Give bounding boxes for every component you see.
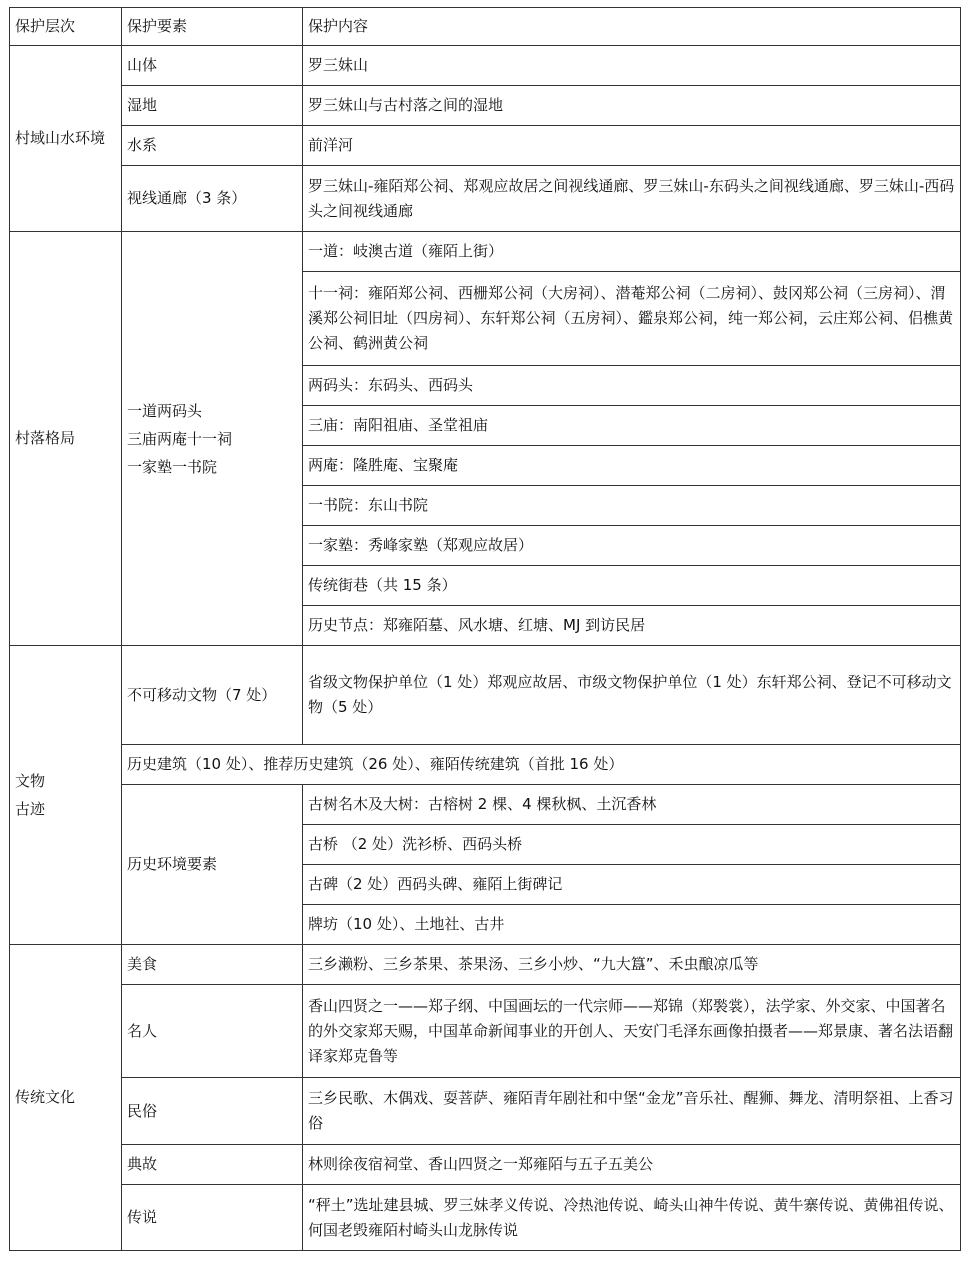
element-cell: 不可移动文物（7 处） <box>122 646 303 745</box>
content-cell: 两庵：隆胜庵、宝聚庵 <box>303 446 961 486</box>
level-culture: 传统文化 <box>10 945 122 1251</box>
table-row <box>10 1185 961 1251</box>
table-row <box>10 232 961 272</box>
element-line: 一家塾一书院 <box>127 457 218 476</box>
table-row <box>10 1078 961 1145</box>
content-cell: 三庙：南阳祖庙、圣堂祖庙 <box>303 406 961 446</box>
level-line: 文物 <box>15 772 46 790</box>
content-cell: 牌坊（10 处）、土地社、古井 <box>303 905 961 945</box>
content-cell: “秤土”选址建县城、罗三妹孝义传说、冷热池传说、崎头山神牛传说、黄牛寨传说、黄佛祖传说、何国老毁雍陌村崎头山龙脉传说 <box>303 1185 961 1251</box>
table-row <box>10 745 961 785</box>
header-content: 保护内容 <box>303 8 961 46</box>
level-line: 古迹 <box>15 800 46 818</box>
header-element: 保护要素 <box>122 8 303 46</box>
header-level: 保护层次 <box>10 8 122 46</box>
content-cell: 传统街巷（共 15 条） <box>303 566 961 606</box>
element-cell: 历史环境要素 <box>122 785 303 945</box>
content-cell: 三乡民歌、木偶戏、耍菩萨、雍陌青年剧社和中堡“金龙”音乐社、醒狮、舞龙、清明祭祖、上香习俗 <box>303 1078 961 1145</box>
element-cell: 水系 <box>122 126 303 166</box>
content-cell: 一道：岐澳古道（雍陌上街） <box>303 232 961 272</box>
element-cell: 山体 <box>122 46 303 86</box>
table-row <box>10 166 961 232</box>
element-line: 一道两码头 <box>127 401 203 420</box>
content-cell: 古树名木及大树：古榕树 2 棵、4 棵秋枫、土沉香林 <box>303 785 961 825</box>
level-pattern: 村落格局 <box>10 232 122 646</box>
level-landscape: 村域山水环境 <box>10 46 122 232</box>
content-cell: 罗三妹山 <box>303 46 961 86</box>
element-cell: 湿地 <box>122 86 303 126</box>
element-pattern <box>122 232 303 646</box>
content-cell: 省级文物保护单位（1 处）郑观应故居、市级文物保护单位（1 处）东轩郑公祠、登记不可移动文物（5 处） <box>303 646 961 745</box>
protection-table <box>9 7 961 1251</box>
content-cell: 一家塾：秀峰家塾（郑观应故居） <box>303 526 961 566</box>
level-relics <box>10 646 122 945</box>
table-row <box>10 985 961 1078</box>
content-cell: 古碑（2 处）西码头碑、雍陌上街碑记 <box>303 865 961 905</box>
content-cell: 林则徐夜宿祠堂、香山四贤之一郑雍陌与五子五美公 <box>303 1145 961 1185</box>
table-row <box>10 646 961 745</box>
buildings-cell: 历史建筑（10 处）、推荐历史建筑（26 处）、雍陌传统建筑（首批 16 处） <box>122 745 961 785</box>
table-row <box>10 1145 961 1185</box>
element-line: 三庙两庵十一祠 <box>127 429 233 448</box>
table-row <box>10 46 961 86</box>
content-cell: 两码头：东码头、西码头 <box>303 366 961 406</box>
element-cell: 美食 <box>122 945 303 985</box>
content-cell: 十一祠：雍陌郑公祠、西栅郑公祠（大房祠）、潜菴郑公祠（二房祠）、鼓冈郑公祠（三房祠）、渭溪郑公祠旧址（四房祠）、东轩郑公祠（五房祠）、鑑泉郑公祠，纯一郑公祠，云庄郑公祠、侣樵黄公祠、鹤洲黄公祠 <box>303 272 961 366</box>
content-cell: 前洋河 <box>303 126 961 166</box>
element-cell: 典故 <box>122 1145 303 1185</box>
element-cell: 名人 <box>122 985 303 1078</box>
table-row <box>10 785 961 825</box>
table-row <box>10 945 961 985</box>
header-row <box>10 8 961 46</box>
content-cell: 三乡濑粉、三乡茶果、茶果汤、三乡小炒、“九大簋”、禾虫酿凉瓜等 <box>303 945 961 985</box>
content-cell: 古桥 （2 处）洗衫桥、西码头桥 <box>303 825 961 865</box>
element-cell: 视线通廊（3 条） <box>122 166 303 232</box>
table-row <box>10 126 961 166</box>
content-cell: 一书院：东山书院 <box>303 486 961 526</box>
content-cell: 历史节点：郑雍陌墓、风水塘、红塘、MJ 到访民居 <box>303 606 961 646</box>
element-cell: 民俗 <box>122 1078 303 1145</box>
table-row <box>10 86 961 126</box>
content-cell: 香山四贤之一——郑子纲、中国画坛的一代宗师——郑锦（郑褧裳），法学家、外交家、中国著名的外交家郑天赐，中国革命新闻事业的开创人、天安门毛泽东画像拍摄者——郑景康、著名法语翻译家郑克鲁等 <box>303 985 961 1078</box>
element-cell: 传说 <box>122 1185 303 1251</box>
content-cell: 罗三妹山与古村落之间的湿地 <box>303 86 961 126</box>
content-cell: 罗三妹山-雍陌郑公祠、郑观应故居之间视线通廊、罗三妹山-东码头之间视线通廊、罗三妹山-西码头之间视线通廊 <box>303 166 961 232</box>
